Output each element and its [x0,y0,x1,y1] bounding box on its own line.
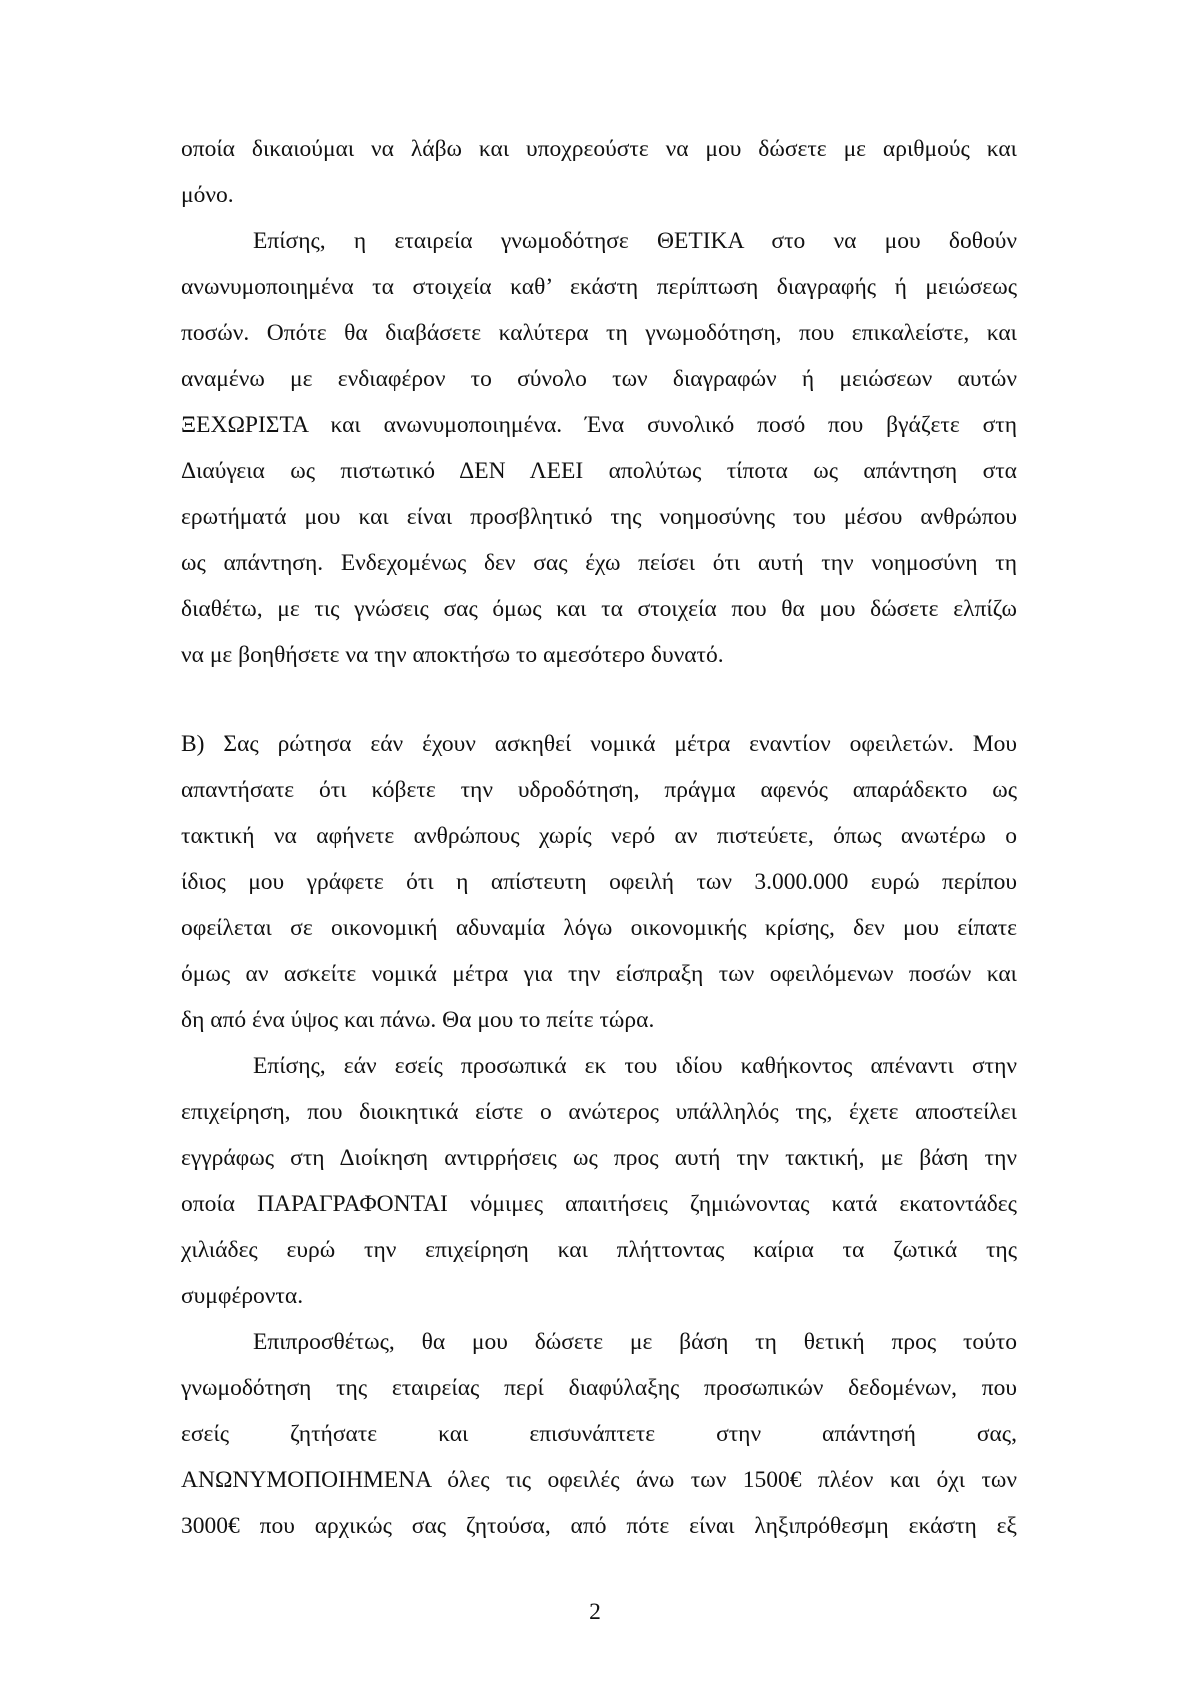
text-line: εσείς ζητήσατε και επισυνάπτετε στην απάντησή σας, [181,1421,1017,1447]
text-line: οφείλεται σε οικονομική αδυναμία λόγω οικονομικής κρίσης, δεν μου είπατε [181,915,1017,941]
text-line: ΞΕΧΩΡΙΣΤΑ και ανωνυμοποιημένα. Ένα συνολικό ποσό που βγάζετε στη [181,412,1017,438]
text-line: αναμένω με ενδιαφέρον το σύνολο των διαγραφών ή μειώσεων αυτών [181,366,1017,392]
text-line: τακτική να αφήνετε ανθρώπους χωρίς νερό αν πιστεύετε, όπως ανωτέρω ο [181,823,1017,849]
page-number: 2 [589,1599,601,1625]
text-line: όμως αν ασκείτε νομικά μέτρα για την είσπραξη των οφειλόμενων ποσών και [181,961,1017,987]
text-line: Β) Σας ρώτησα εάν έχουν ασκηθεί νομικά μέτρα εναντίον οφειλετών. Μου [181,731,1017,757]
text-line: διαθέτω, με τις γνώσεις σας όμως και τα στοιχεία που θα μου δώσετε ελπίζω [181,596,1017,622]
text-line: μόνο. [181,182,234,208]
text-line: επιχείρηση, που διοικητικά είστε ο ανώτερος υπάλληλός της, έχετε αποστείλει [181,1099,1017,1125]
text-line: ποσών. Οπότε θα διαβάσετε καλύτερα τη γνωμοδότηση, που επικαλείστε, και [181,320,1017,346]
text-line: να με βοηθήσετε να την αποκτήσω το αμεσότερο δυνατό. [181,642,724,668]
text-line: οποία δικαιούμαι να λάβω και υποχρεούστε να μου δώσετε με αριθμούς και [181,136,1017,162]
text-line: ΑΝΩΝΥΜΟΠΟΙΗΜΕΝΑ όλες τις οφειλές άνω των 1500€ πλέον και όχι των [181,1467,1017,1493]
text-line: χιλιάδες ευρώ την επιχείρηση και πλήττοντας καίρια τα ζωτικά της [181,1237,1017,1263]
text-line: Επίσης, εάν εσείς προσωπικά εκ του ιδίου καθήκοντος απέναντι στην [253,1053,1017,1079]
text-line: εγγράφως στη Διοίκηση αντιρρήσεις ως προς αυτή την τακτική, με βάση την [181,1145,1017,1171]
text-line: Επιπροσθέτως, θα μου δώσετε με βάση τη θετική προς τούτο [253,1329,1017,1355]
text-line: απαντήσατε ότι κόβετε την υδροδότηση, πράγμα αφενός απαράδεκτο ως [181,777,1017,803]
text-line: ανωνυμοποιημένα τα στοιχεία καθ’ εκάστη περίπτωση διαγραφής ή μειώσεως [181,274,1017,300]
text-line: ερωτήματά μου και είναι προσβλητικό της νοημοσύνης του μέσου ανθρώπου [181,504,1017,530]
text-line: 3000€ που αρχικώς σας ζητούσα, από πότε είναι ληξιπρόθεσμη εκάστη εξ [181,1513,1017,1539]
text-line: δη από ένα ύψος και πάνω. Θα μου το πείτε τώρα. [181,1007,655,1033]
text-line: γνωμοδότηση της εταιρείας περί διαφύλαξης προσωπικών δεδομένων, που [181,1375,1017,1401]
text-line: Επίσης, η εταιρεία γνωμοδότησε ΘΕΤΙΚΑ στο να μου δοθούν [253,228,1017,254]
text-line: ως απάντηση. Ενδεχομένως δεν σας έχω πείσει ότι αυτή την νοημοσύνη τη [181,550,1017,576]
text-line: Διαύγεια ως πιστωτικό ΔΕΝ ΛΕΕΙ απολύτως τίποτα ως απάντηση στα [181,458,1017,484]
text-line: συμφέροντα. [181,1283,304,1309]
text-line: οποία ΠΑΡΑΓΡΑΦΟΝΤΑΙ νόμιμες απαιτήσεις ζημιώνοντας κατά εκατοντάδες [181,1191,1017,1217]
text-line: ίδιος μου γράφετε ότι η απίστευτη οφειλή των 3.000.000 ευρώ περίπου [181,869,1017,895]
